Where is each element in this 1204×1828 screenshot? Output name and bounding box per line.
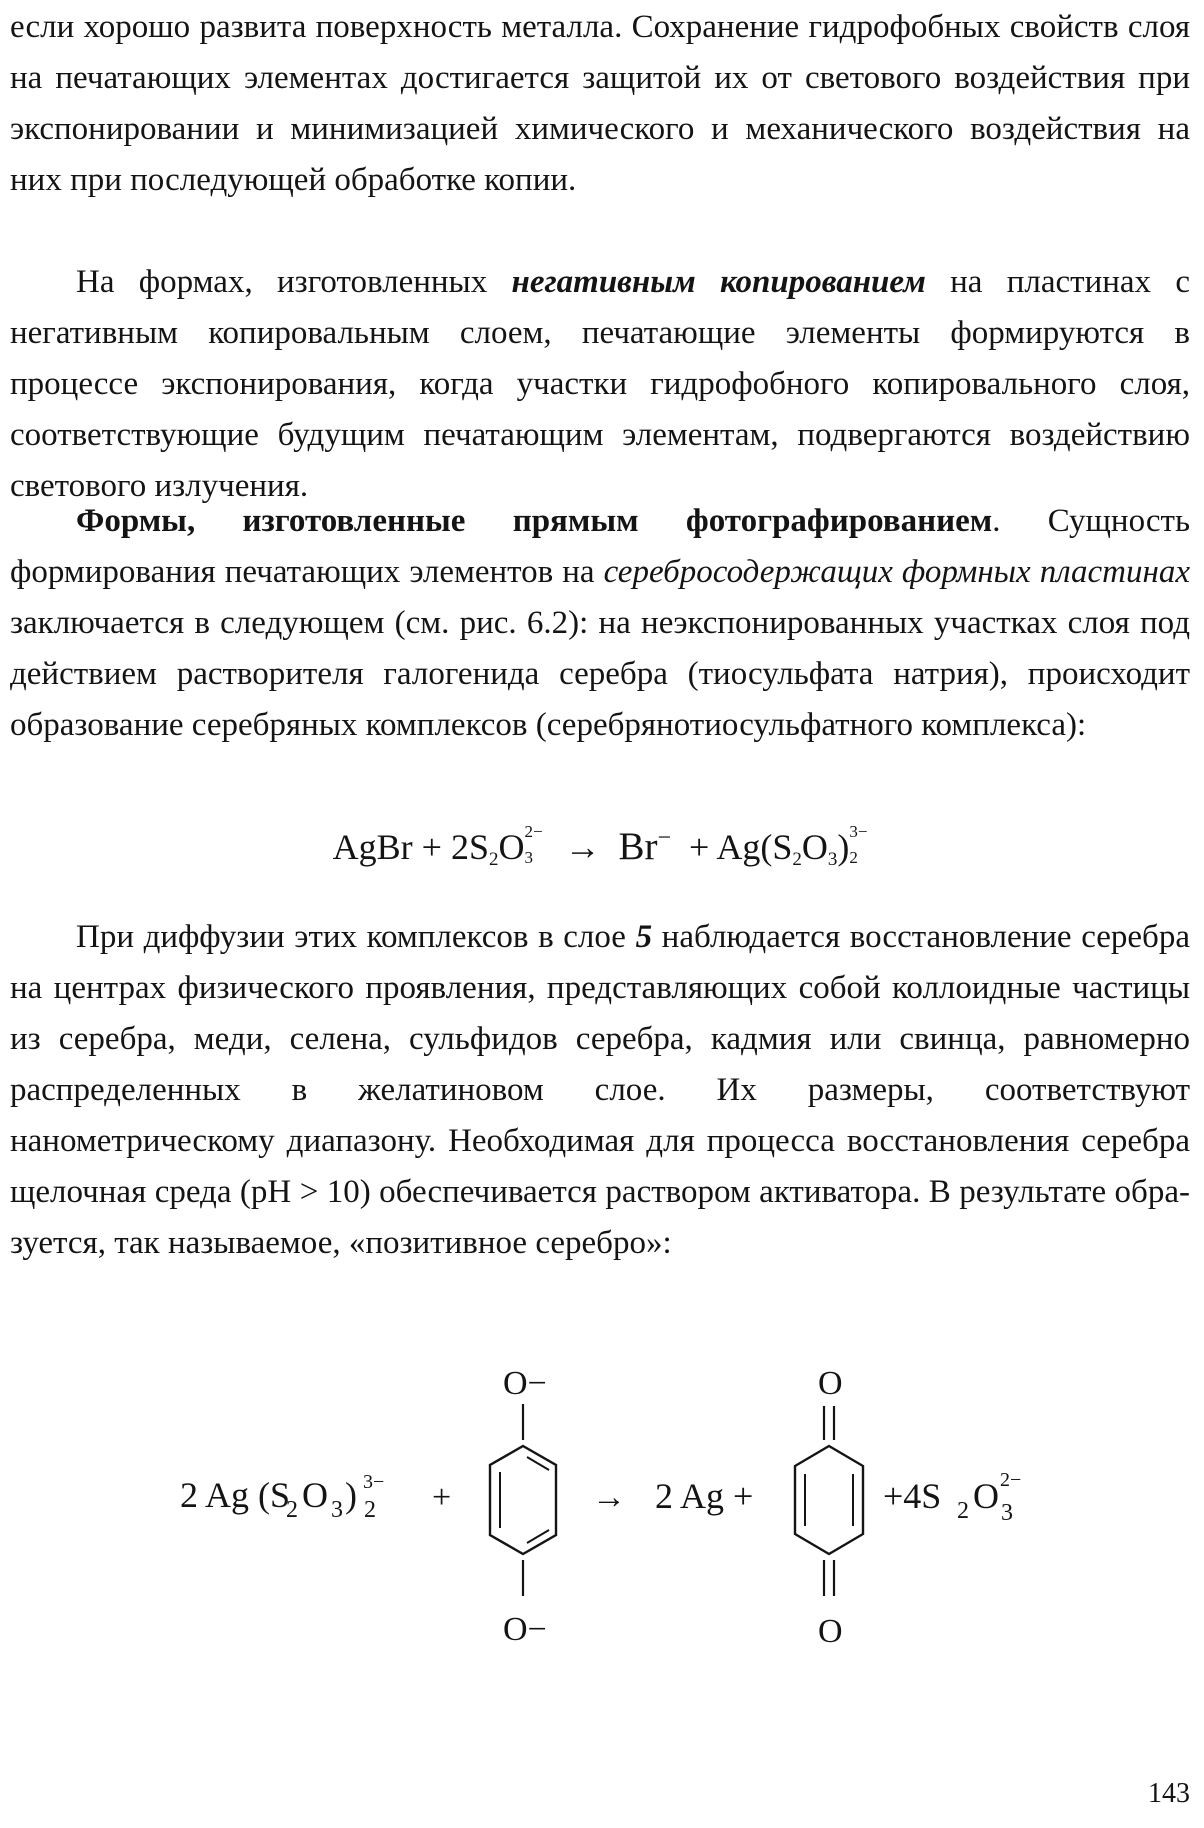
svg-text:3−: 3− [363, 1471, 385, 1493]
eq2-silver-complex [180, 1471, 384, 1523]
svg-text:3: 3 [1001, 1500, 1013, 1526]
eq1-thiosulfate: 2S2O 2− 3 [450, 822, 543, 870]
eq2-plus-1: + [432, 1479, 452, 1516]
quinone-top-oxygen: O [818, 1365, 843, 1402]
svg-text:2: 2 [364, 1497, 376, 1523]
equation-silver-complex [0, 822, 1204, 872]
quinone-structure [795, 1365, 863, 1650]
eq1-agbr: AgBr [332, 827, 413, 867]
svg-text:O: O [302, 1475, 328, 1515]
eq1-silver-thiosulfate-complex: Ag(S2O3) 3− 2 [716, 822, 868, 870]
paragraph-2 [10, 257, 1190, 512]
svg-text:+4S: +4S [883, 1476, 942, 1516]
term-silver-plates: серебросодержащих формных пластинах [603, 554, 1190, 590]
svg-text:2: 2 [957, 1498, 969, 1524]
paragraph-3-after-heading: . Сущность формирования печатающих элементов на [10, 503, 1191, 590]
eq2-thiosulfate-product [883, 1469, 1021, 1526]
hydroquinone-structure [490, 1365, 556, 1648]
eq2-silver-product: 2 Ag + [655, 1476, 754, 1516]
paragraph-1 [10, 2, 1190, 206]
paragraph-4-lead: При диффузии этих комплексов в слое [76, 919, 636, 955]
page-number: 143 [1148, 1778, 1190, 1809]
svg-text:3: 3 [331, 1497, 343, 1523]
section-heading-direct-photography: Формы, изготовленные прямым фотографированием [76, 503, 993, 539]
eq2-arrow: → [592, 1479, 626, 1516]
paragraph-3-rest: заключается в следующем (см. рис. 6.2): на неэкспонированных участках слоя под действием растворителя галогенида серебра (тиосульфата натрия), происходит образование серебряных комплексов (серебрянотиосульфатного комплекса): [10, 605, 1190, 743]
eq1-arrow: → [564, 827, 601, 867]
paragraph-2-lead: На формах, изготовленных [76, 264, 512, 300]
paragraph-1-text: если хорошо развита поверхность металла. Сохранение гидрофобных свойств слоя на печатающих элементах достигается защитой их от светового воздействия при экспонировании и минимизацией химического и механического воздействия на них при последующей обработке копии. [10, 9, 1190, 198]
svg-text:): ) [345, 1475, 357, 1515]
quinone-bottom-oxygen: O [818, 1613, 843, 1650]
term-negative-copying: негативным копированием [511, 264, 926, 300]
svg-text:2 Ag (S: 2 Ag (S [180, 1475, 291, 1515]
paragraph-4 [10, 912, 1190, 1269]
eq1-bromide: Br− [618, 825, 672, 868]
svg-text:2−: 2− [1000, 1469, 1022, 1491]
paragraph-2-rest: на пластинах с негативным копировальным слоем, печатающие элементы формируются в процессе экспонирования, когда участки гидрофобного копировального слоя, соответствующие будущим печатающим элементам, подвергаются воздействию светового излучения. [10, 264, 1191, 504]
layer-number: 5 [635, 919, 653, 955]
hydroquinone-top-oxygen: O− [503, 1365, 547, 1402]
svg-text:O: O [973, 1476, 999, 1516]
eq1-plus-2: + [689, 827, 710, 867]
paragraph-3 [10, 496, 1190, 751]
svg-text:2: 2 [286, 1497, 298, 1523]
eq1-plus-1: + [421, 827, 442, 867]
hydroquinone-bottom-oxygen: O− [503, 1611, 547, 1648]
paragraph-4-rest: наблюдается восстановление серебра на центрах физического проявления, представляющих собой коллоидные частицы из серебра, меди, селена, сульфидов серебра, кадмия или свинца, равномерно распределенных в желатиновом слое. Их размеры, соответствуют нанометрическому диапазону. Необходимая для процесса восстановления серебра щелочная среда (pH > 10) обеспечивается раствором активатора. В результате образуется, так называемое, «позитивное серебро»: [10, 919, 1190, 1261]
equation-positive-silver [0, 1360, 1204, 1690]
